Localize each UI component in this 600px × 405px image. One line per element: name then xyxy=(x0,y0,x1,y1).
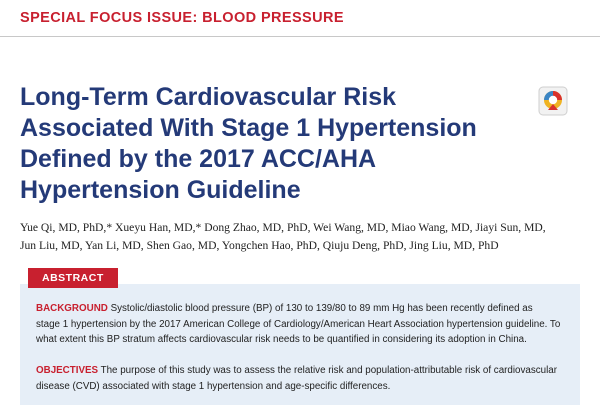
objectives-heading: OBJECTIVES xyxy=(36,365,99,376)
section-label: SPECIAL FOCUS ISSUE: BLOOD PRESSURE xyxy=(20,10,344,26)
objectives-line xyxy=(36,363,561,379)
abstract-background xyxy=(36,301,561,348)
title-line: Long-Term Cardiovascular Risk xyxy=(20,83,397,111)
objectives-text: The purpose of this study was to assess the relative risk and population-attributable risk of cardiovascular xyxy=(100,365,557,376)
title-line: Associated With Stage 1 Hypertension xyxy=(20,114,477,142)
author-line: Yue Qi, MD, PhD,* Xueyu Han, MD,* Dong Zhao, MD, PhD, Wei Wang, MD, Miao Wang, MD, Jiayi Sun, MD, xyxy=(20,221,546,234)
abstract-objectives xyxy=(36,363,561,394)
abstract-label: ABSTRACT xyxy=(28,268,118,288)
article-title xyxy=(20,82,540,206)
author-line: Jun Liu, MD, Yan Li, MD, Shen Gao, MD, Yongchen Hao, PhD, Qiuju Deng, PhD, Jing Liu, MD, PhD xyxy=(20,239,499,252)
title-line: Defined by the 2017 ACC/AHA xyxy=(20,145,377,173)
background-line xyxy=(36,301,561,317)
background-text: Systolic/diastolic blood pressure (BP) of 130 to 139/80 to 89 mm Hg has been recently defined as xyxy=(110,303,533,314)
objectives-line: disease (CVD) associated with stage 1 hypertension and age-specific differences. xyxy=(36,380,391,392)
header-divider xyxy=(0,36,600,37)
author-list xyxy=(20,219,585,255)
title-line: Hypertension Guideline xyxy=(20,176,301,204)
background-line: stage 1 hypertension by the 2017 American College of Cardiology/American Heart Association hypertension guideline. To xyxy=(36,318,561,330)
background-line: what extent this BP stratum affects cardiovascular risk needs to be quantified in considering its adoption in China. xyxy=(36,334,527,345)
background-heading: BACKGROUND xyxy=(36,303,108,314)
crossmark-icon[interactable] xyxy=(538,86,568,116)
